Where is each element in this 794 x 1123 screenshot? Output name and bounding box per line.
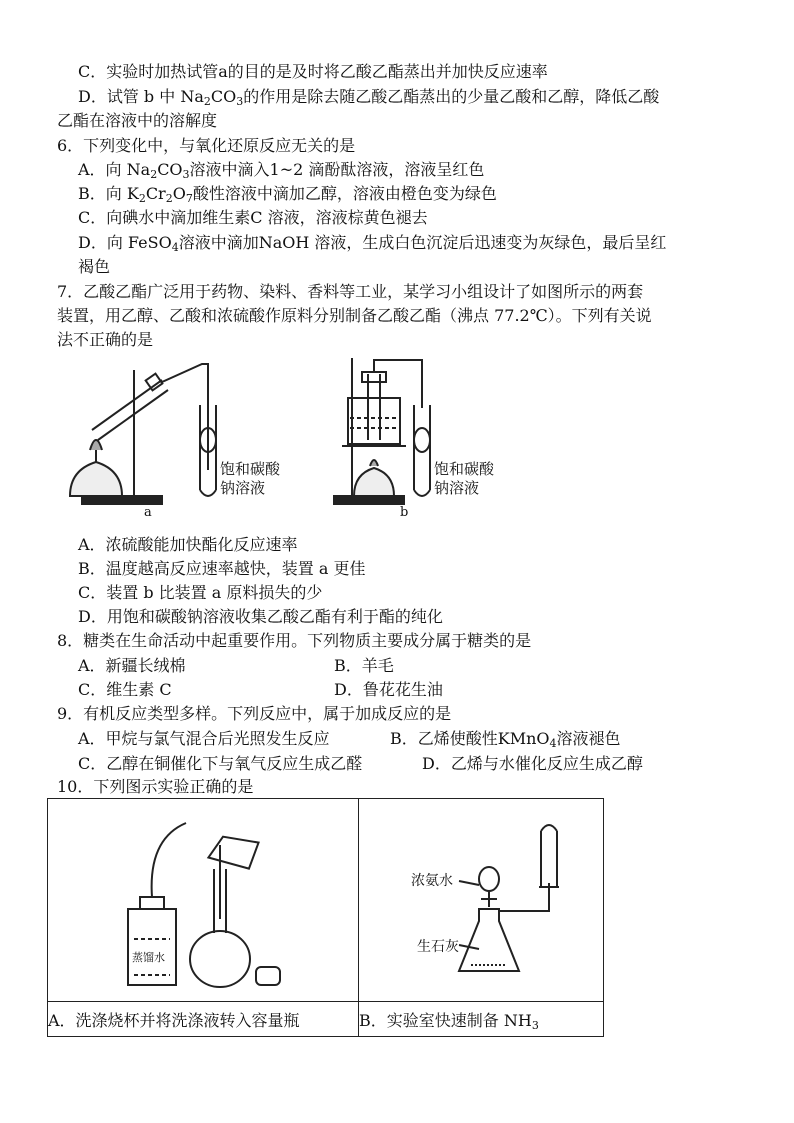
q7-option-d: D．用饱和碳酸钠溶液收集乙酸乙酯有利于酯的纯化	[78, 607, 443, 626]
q8-option-c: C．维生素 C	[78, 680, 172, 699]
fig-b-tag: b	[400, 505, 409, 520]
bottle-label: 蒸馏水	[132, 951, 165, 964]
q7-stem-line1: 7．乙酸乙酯广泛用于药物、染料、香料等工业，某学习小组设计了如图所示的两套	[57, 282, 644, 301]
q6-option-d-cont: 褐色	[78, 257, 111, 276]
apparatus-b-figure	[330, 350, 530, 520]
q6-stem: 6．下列变化中，与氧化还原反应无关的是	[57, 136, 356, 155]
q8-option-b: B．羊毛	[334, 656, 394, 675]
q7-option-c: C．装置 b 比装置 a 原料损失的少	[78, 583, 323, 602]
fig-b-label-1: 饱和碳酸	[434, 460, 495, 478]
q10-option-b-caption: B．实验室快速制备 $NH_3$	[359, 1002, 604, 1037]
q7-option-a: A．浓硫酸能加快酯化反应速率	[78, 535, 298, 554]
q6-option-b: B．向 $K_2Cr_2O_7$酸性溶液中滴加乙醇，溶液由橙色变为绿色	[78, 184, 497, 205]
q9-stem: 9．有机反应类型多样。下列反应中，属于加成反应的是	[57, 704, 452, 723]
q10-experiment-table	[47, 798, 604, 1037]
q7-stem-line2: 装置，用乙醇、乙酸和浓硫酸作原料分别制备乙酸乙酯（沸点 77.2℃）。下列有关说	[57, 306, 652, 325]
q6-option-c: C．向碘水中滴加维生素C 溶液，溶液棕黄色褪去	[78, 208, 428, 227]
q7-stem-line3: 法不正确的是	[57, 330, 154, 349]
label-ammonia: 浓氨水	[411, 873, 453, 889]
q10-option-a-caption: A．洗涤烧杯并将洗涤液转入容量瓶	[48, 1002, 359, 1037]
q10-stem: 10．下列图示实验正确的是	[57, 777, 254, 796]
apparatus-a-figure	[62, 350, 332, 520]
q10-figure-b-cell	[359, 799, 604, 1002]
label-lime: 生石灰	[417, 939, 459, 955]
fig-a-label-1: 饱和碳酸	[220, 460, 281, 478]
washing-transfer-figure	[48, 799, 358, 997]
q5-option-d-cont: 乙酯在溶液中的溶解度	[57, 111, 218, 130]
q8-option-d: D．鲁花花生油	[334, 680, 443, 699]
q9-option-d: D．乙烯与水催化反应生成乙醇	[422, 754, 643, 773]
q9-option-b: B．乙烯使酸性KMnO$_4$溶液褪色	[390, 729, 621, 750]
fig-a-label-2: 钠溶液	[220, 479, 266, 497]
q9-option-a: A．甲烷与氯气混合后光照发生反应	[78, 729, 330, 748]
q8-stem: 8．糖类在生命活动中起重要作用。下列物质主要成分属于糖类的是	[57, 631, 532, 650]
q5-option-d: D．试管 b 中 $Na_2CO_3$的作用是除去随乙酸乙酯蒸出的少量乙酸和乙醇，降低乙酸	[78, 87, 660, 108]
fig-b-label-2: 钠溶液	[434, 479, 480, 497]
ammonia-prep-figure	[359, 799, 603, 997]
q5-option-c: C．实验时加热试管a的目的是及时将乙酸乙酯蒸出并加快反应速率	[78, 62, 548, 81]
fig-a-tag: a	[144, 505, 152, 520]
q8-option-a: A．新疆长绒棉	[78, 656, 186, 675]
q9-option-c: C．乙醇在铜催化下与氧气反应生成乙醛	[78, 754, 363, 773]
q7-option-b: B．温度越高反应速率越快，装置 a 更佳	[78, 559, 366, 578]
q10-figure-a-cell	[48, 799, 359, 1002]
q6-option-d: D．向 FeSO$_4$溶液中滴加NaOH 溶液，生成白色沉淀后迅速变为灰绿色，最后呈红	[78, 233, 667, 254]
q6-option-a: A．向 $Na_2CO_3$溶液中滴入1~2 滴酚酞溶液，溶液呈红色	[78, 160, 485, 181]
